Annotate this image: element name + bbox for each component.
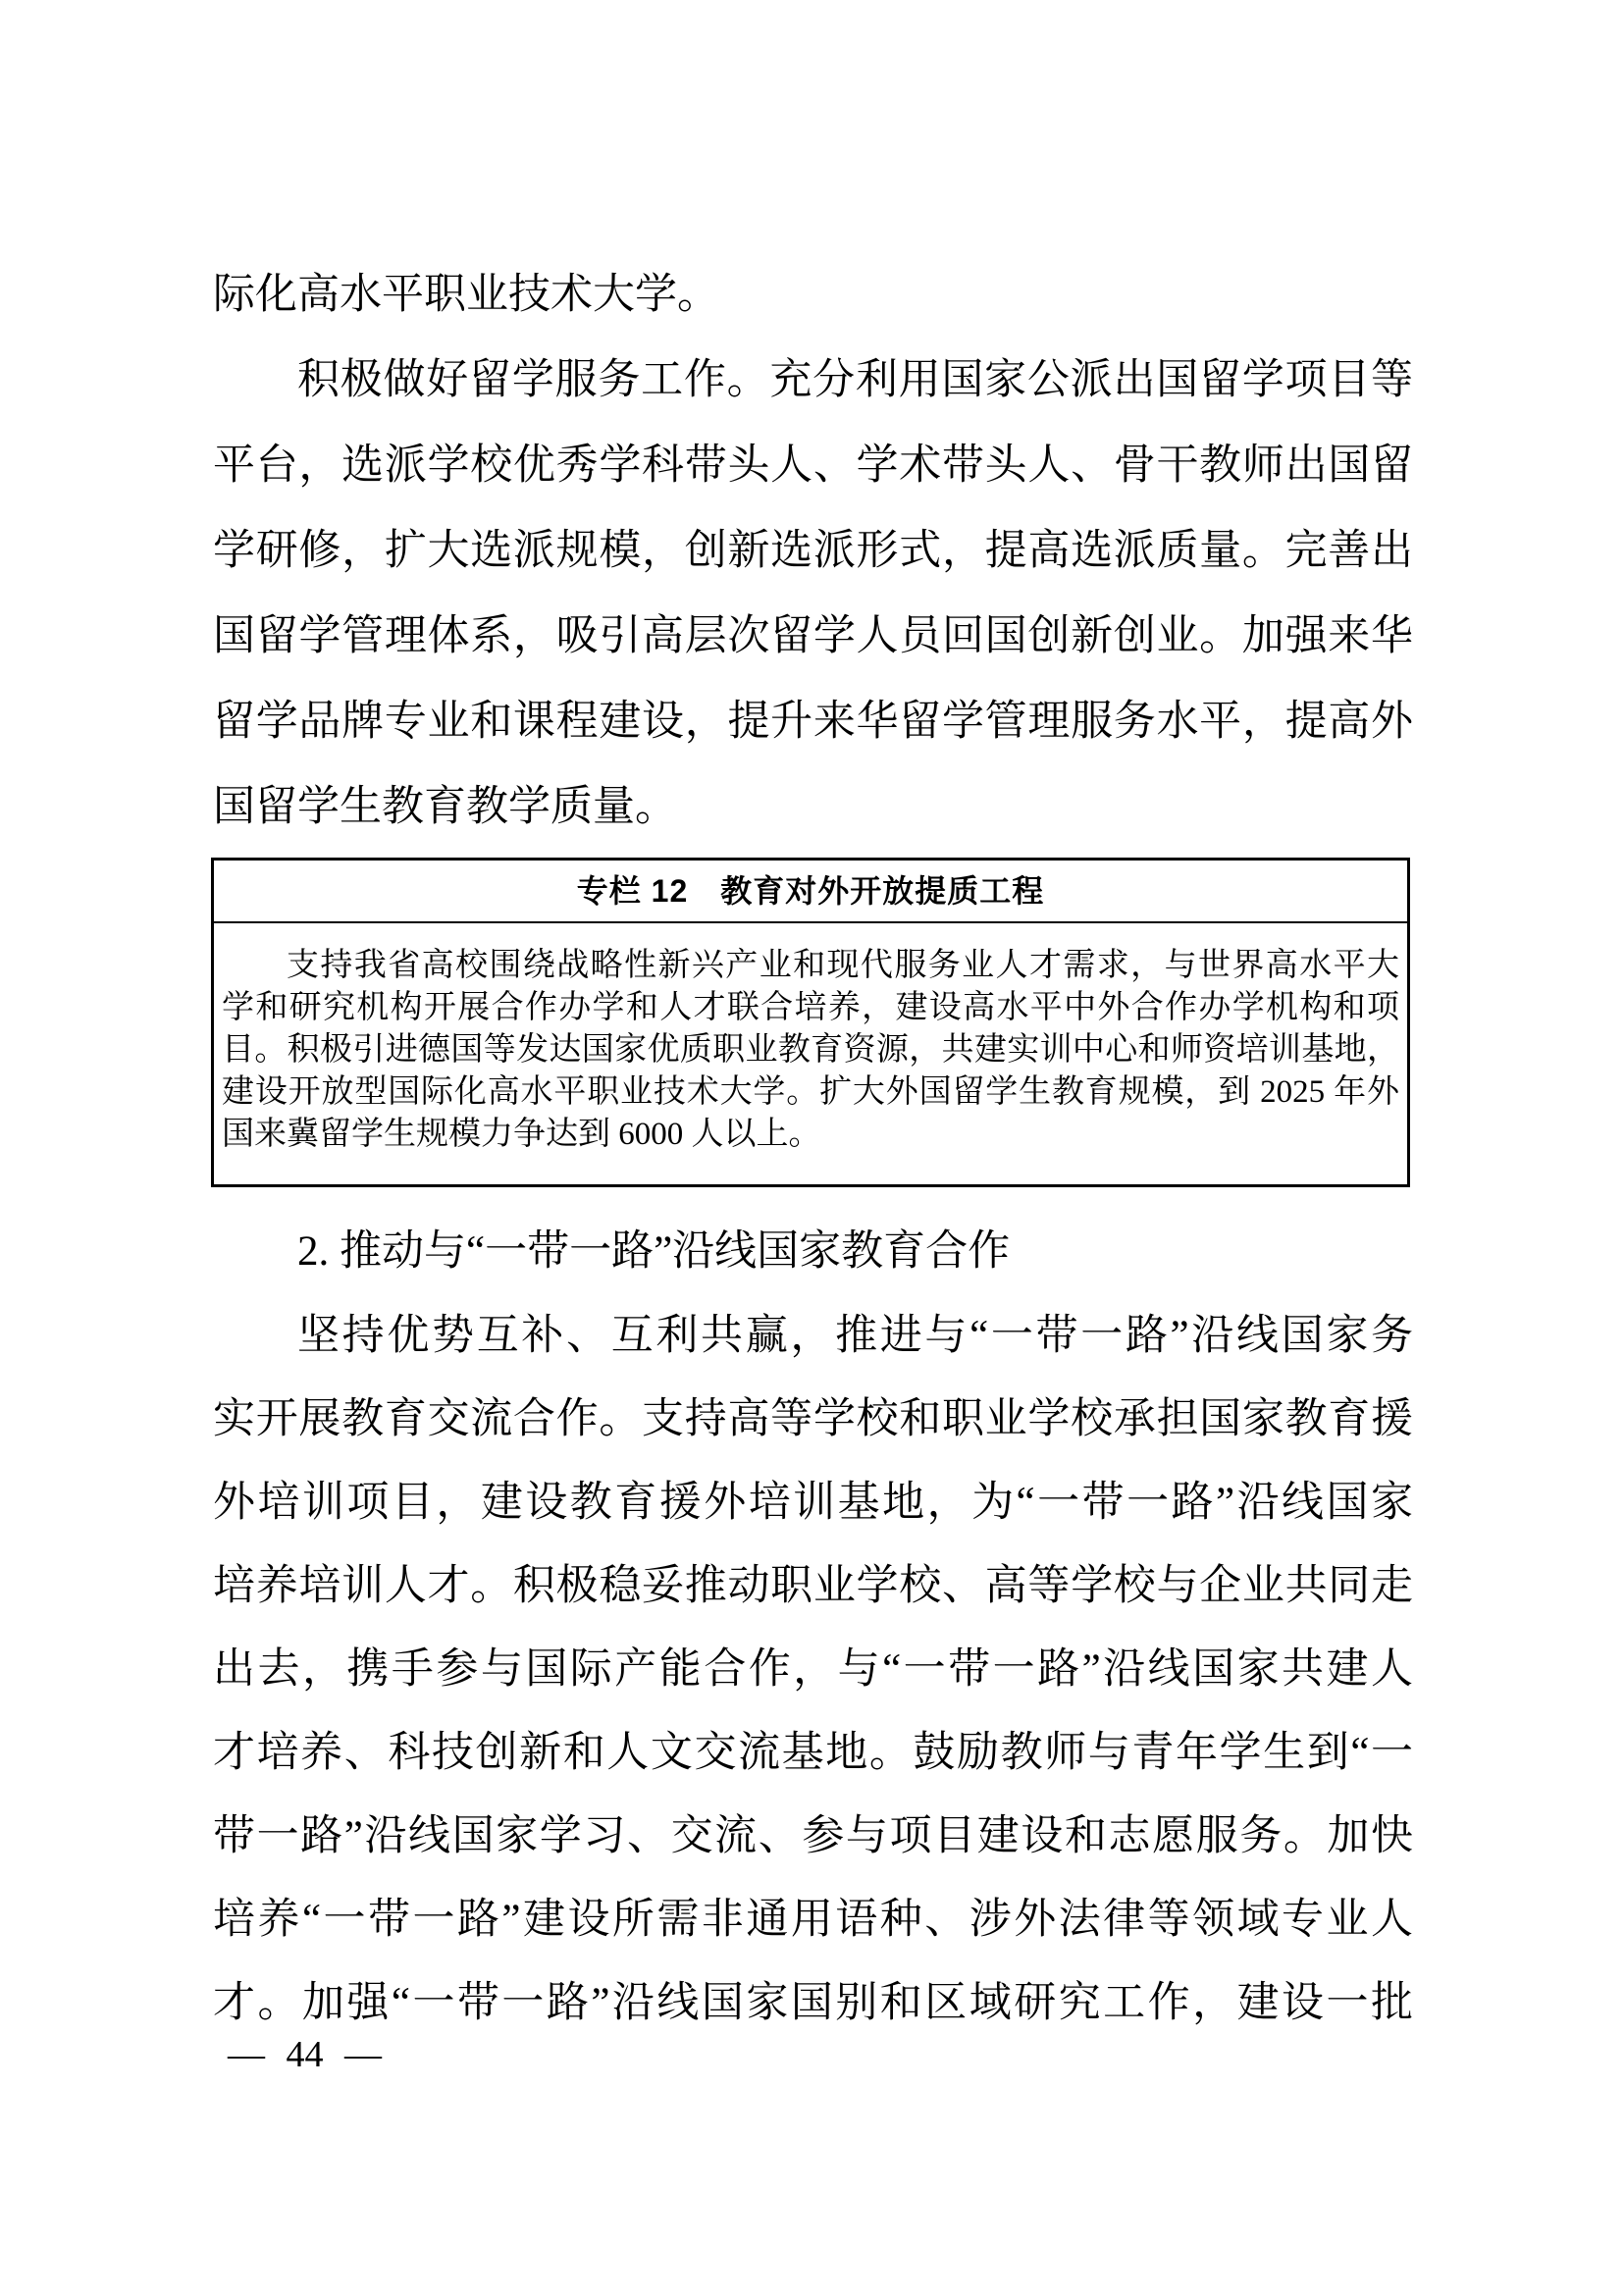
text-line: 培养“一带一路”建设所需非通用语种、涉外法律等领域专业人 — [213, 1897, 1413, 1943]
section-heading-text: 2. 推动与“一带一路”沿线国家教育合作 — [297, 1228, 1011, 1275]
paragraph-continuation — [213, 252, 1413, 338]
page-content — [213, 0, 1413, 2296]
text-line: 实开展教育交流合作。支持高等学校和职业学校承担国家教育援 — [213, 1396, 1413, 1442]
section-heading — [213, 1209, 1413, 1294]
text-line: 国留学管理体系，吸引高层次留学人员回国创新创业。加强来华 — [213, 613, 1413, 659]
text-line: 际化高水平职业技术大学。 — [213, 272, 719, 318]
text-line: 目。积极引进德国等发达国家优质职业教育资源，共建实训中心和师资培训基地， — [222, 1032, 1399, 1068]
text-line: 建设开放型国际化高水平职业技术大学。扩大外国留学生教育规模，到 2025 年外 — [222, 1074, 1399, 1110]
text-line: 支持我省高校围绕战略性新兴产业和现代服务业人才需求，与世界高水平大 — [287, 948, 1399, 983]
text-line: 带一路”沿线国家学习、交流、参与项目建设和志愿服务。加快 — [213, 1813, 1413, 1859]
text-line: 国留学生教育教学质量。 — [213, 784, 677, 830]
text-line: 国来冀留学生规模力争达到 6000 人以上。 — [222, 1117, 821, 1152]
text-line: 出去，携手参与国际产能合作，与“一带一路”沿线国家共建人 — [213, 1646, 1413, 1693]
text-line: 外培训项目，建设教育援外培训基地，为“一带一路”沿线国家 — [213, 1480, 1413, 1526]
text-line: 坚持优势互补、互利共赢，推进与“一带一路”沿线国家务 — [297, 1313, 1413, 1359]
page-number: — 44 — — [228, 2034, 382, 2075]
paragraph-belt-road — [213, 1294, 1413, 2045]
text-line: 平台，选派学校优秀学科带头人、学术带头人、骨干教师出国留 — [213, 443, 1413, 489]
text-line: 培养培训人才。积极稳妥推动职业学校、高等学校与企业共同走 — [213, 1563, 1413, 1609]
text-line: 留学品牌专业和课程建设，提升来华留学管理服务水平，提高外 — [213, 699, 1413, 745]
callout-box-title: 专栏 12 教育对外开放提质工程 — [214, 861, 1407, 923]
text-line: 学和研究机构开展合作办学和人才联合培养，建设高水平中外合作办学机构和项 — [222, 990, 1399, 1025]
text-line: 才培养、科技创新和人文交流基地。鼓励教师与青年学生到“一 — [213, 1730, 1413, 1776]
paragraph-study-abroad — [213, 338, 1413, 850]
text-line: 学研修，扩大选派规模，创新选派形式，提高选派质量。完善出 — [213, 528, 1413, 574]
callout-box-12 — [211, 858, 1410, 1187]
text-line: 才。加强“一带一路”沿线国家国别和区域研究工作，建设一批 — [213, 1980, 1413, 2026]
callout-box-body — [214, 923, 1407, 1156]
text-line: 积极做好留学服务工作。充分利用国家公派出国留学项目等 — [297, 357, 1413, 403]
